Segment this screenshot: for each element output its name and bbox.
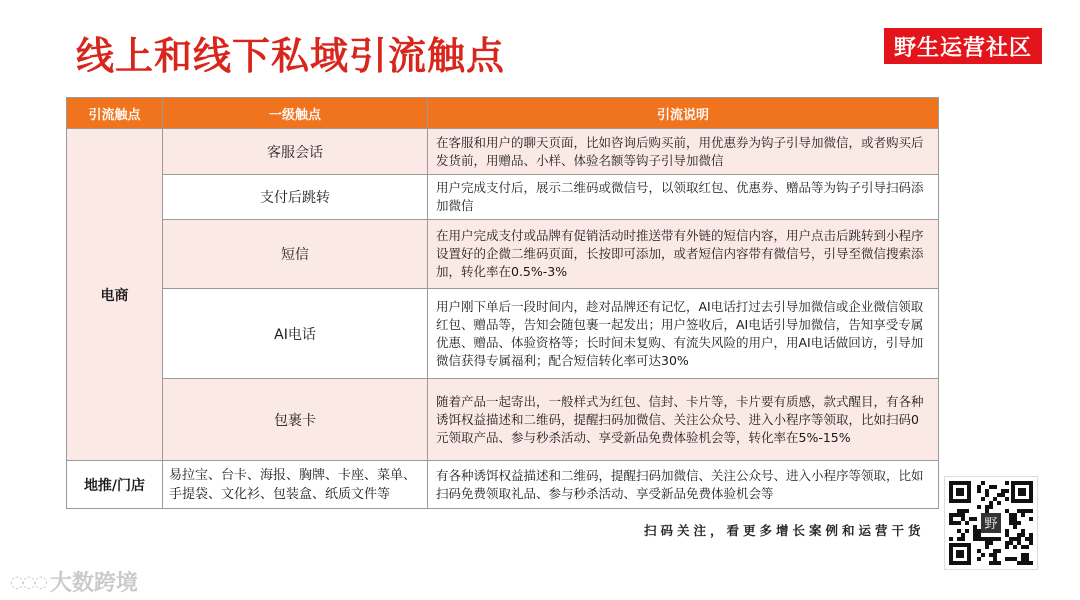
touch-cell: 易拉宝、台卡、海报、胸牌、卡座、菜单、手提袋、文化衫、包装盒、纸质文件等 bbox=[163, 461, 428, 509]
qr-code-icon bbox=[944, 476, 1038, 570]
touch-cell: 短信 bbox=[163, 220, 428, 289]
watermark-logo-icon: ◌◌◌ bbox=[10, 572, 46, 591]
table-row bbox=[67, 289, 939, 379]
desc-cell: 在客服和用户的聊天页面，比如咨询后购买前，用优惠券为钩子引导加微信，或者购买后发货前，用赠品、小样、体验名额等钩子引导加微信 bbox=[428, 129, 939, 175]
table-row bbox=[67, 129, 939, 175]
desc-cell: 有各种诱饵权益描述和二维码，提醒扫码加微信、关注公众号、进入小程序等领取，比如扫码免费领取礼品、参与秒杀活动、享受新品免费体验机会等 bbox=[428, 461, 939, 509]
touch-cell: 包裹卡 bbox=[163, 379, 428, 461]
header-desc: 引流说明 bbox=[428, 98, 939, 129]
watermark-text: 大数跨境 bbox=[49, 571, 138, 596]
table-header-row bbox=[67, 98, 939, 129]
watermark bbox=[10, 566, 138, 597]
header-touch: 一级触点 bbox=[163, 98, 428, 129]
category-offline: 地推/门店 bbox=[67, 461, 163, 509]
brand-logo: 野生运营社区 bbox=[882, 26, 1044, 66]
desc-cell: 用户完成支付后，展示二维码或微信号，以领取红包、优惠券、赠品等为钩子引导扫码添加微信 bbox=[428, 175, 939, 220]
touch-cell: 支付后跳转 bbox=[163, 175, 428, 220]
header-category: 引流触点 bbox=[67, 98, 163, 129]
touch-cell: 客服会话 bbox=[163, 129, 428, 175]
touch-cell: AI电话 bbox=[163, 289, 428, 379]
table-row bbox=[67, 461, 939, 509]
desc-cell: 用户刚下单后一段时间内，趁对品牌还有记忆，AI电话打过去引导加微信或企业微信领取红包、赠品等，告知会随包裹一起发出；用户签收后，AI电话引导加微信，告知享受专属优惠、赠品、体验资格等；长时间未复购、有流失风险的用户，用AI电话做回访，引导加微信获得专属福利；配合短信转化率可达30% bbox=[428, 289, 939, 379]
page-title: 线上和线下私域引流触点 bbox=[76, 34, 506, 78]
table-row bbox=[67, 175, 939, 220]
desc-cell: 在用户完成支付或品牌有促销活动时推送带有外链的短信内容，用户点击后跳转到小程序设置好的企微二维码页面，长按即可添加，或者短信内容带有微信号，引导至微信搜索添加，转化率在0.5%-3% bbox=[428, 220, 939, 289]
table-row bbox=[67, 220, 939, 289]
category-ecommerce: 电商 bbox=[67, 129, 163, 461]
touchpoint-table bbox=[66, 97, 939, 509]
desc-cell: 随着产品一起寄出，一般样式为红包、信封、卡片等，卡片要有质感，款式醒目，有各种诱饵权益描述和二维码，提醒扫码加微信、关注公众号、进入小程序等领取，比如扫码0元领取产品、参与秒杀活动、享受新品免费体验机会等，转化率在5%-15% bbox=[428, 379, 939, 461]
table-row bbox=[67, 379, 939, 461]
footer-note: 扫码关注，看更多增长案例和运营干货 bbox=[644, 523, 925, 538]
svg-text:野: 野 bbox=[984, 517, 998, 532]
